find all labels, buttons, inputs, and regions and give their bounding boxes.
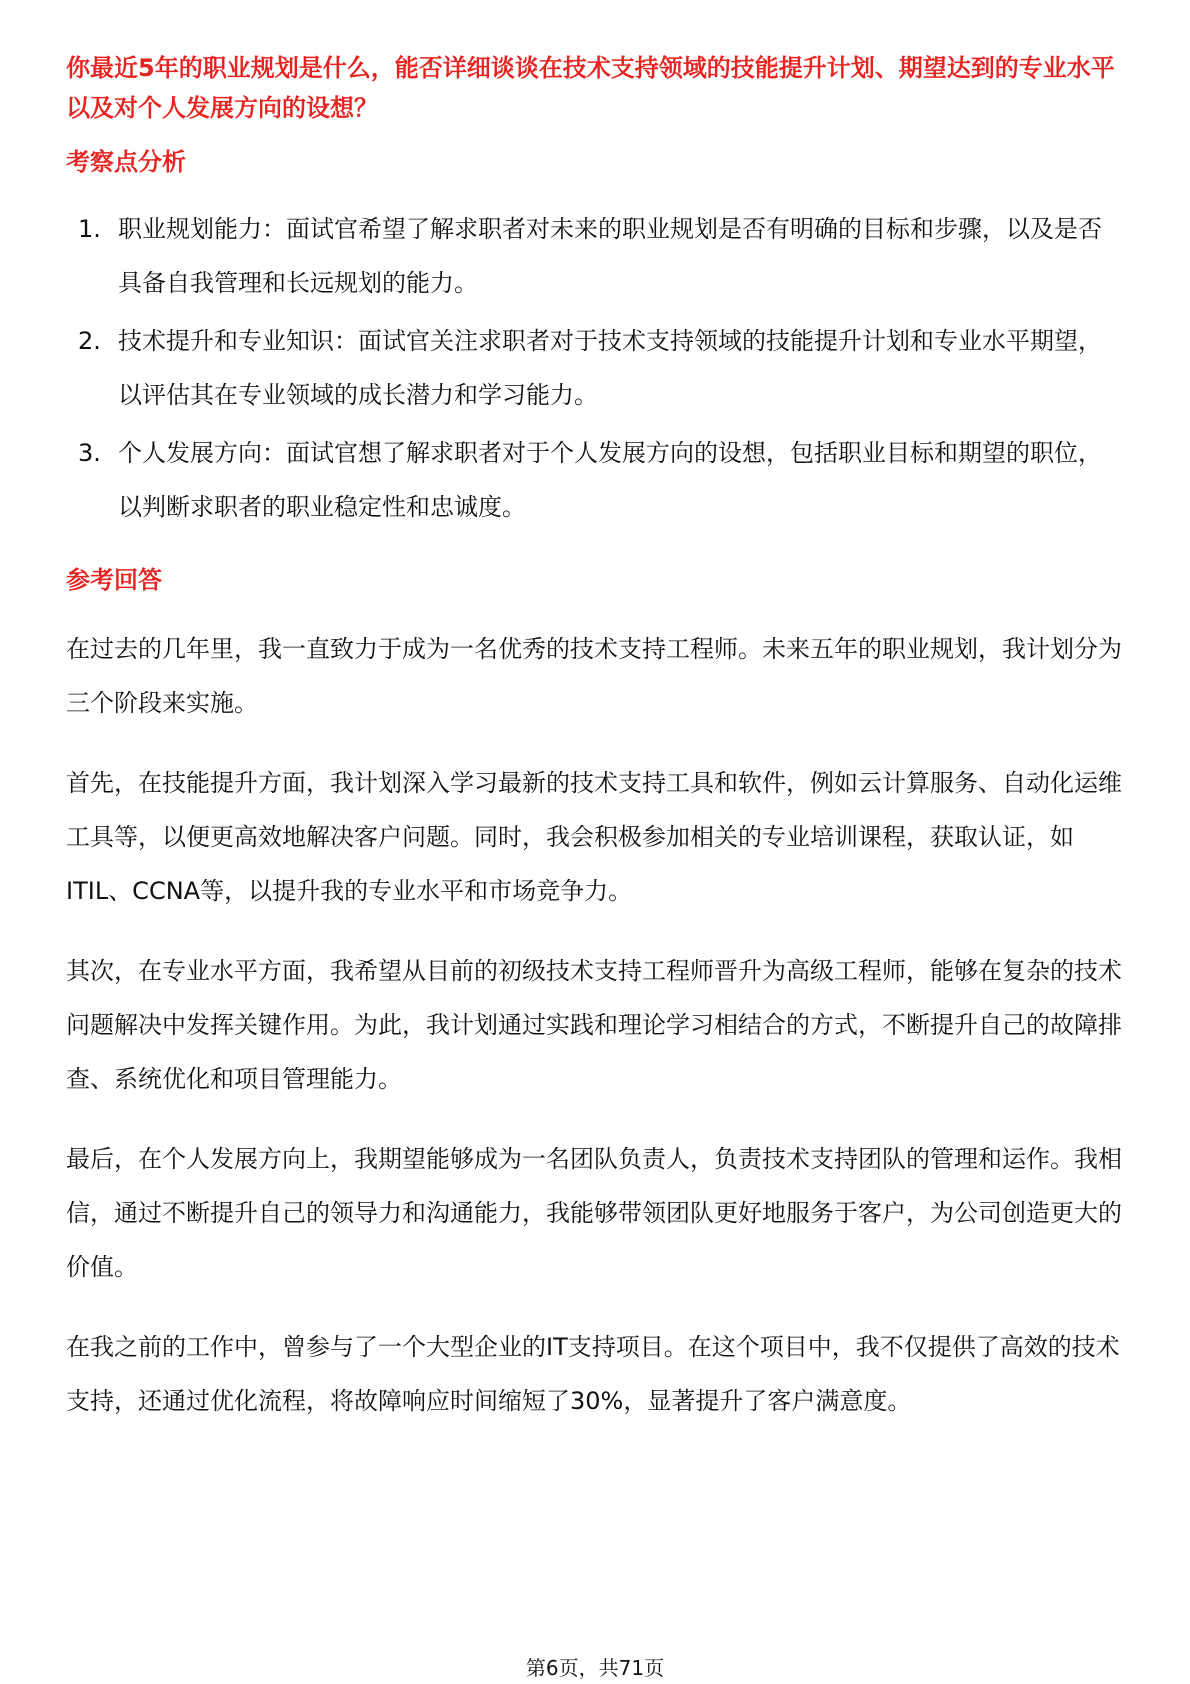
analysis-heading: 考察点分析 [66,148,186,176]
page-number-label: 第6页，共71页 [525,1656,665,1680]
list-item [66,426,1124,534]
answer-paragraph: 其次，在专业水平方面，我希望从目前的初级技术支持工程师晋升为高级工程师，能够在复杂的技术问题解决中发挥关键作用。为此，我计划通过实践和理论学习相结合的方式，不断提升自己的故障排查、系统优化和项目管理能力。 [66,957,1122,1093]
question-title: 你最近5年的职业规划是什么，能否详细谈谈在技术支持领域的技能提升计划、期望达到的专业水平以及对个人发展方向的设想？ [66,54,1115,122]
answer-paragraph: 最后，在个人发展方向上，我期望能够成为一名团队负责人，负责技术支持团队的管理和运作。我相信，通过不断提升自己的领导力和沟通能力，我能够带领团队更好地服务于客户，为公司创造更大的价值。 [66,1145,1122,1281]
answer-paragraph: 在我之前的工作中，曾参与了一个大型企业的IT支持项目。在这个项目中，我不仅提供了高效的技术支持，还通过优化流程，将故障响应时间缩短了30%，显著提升了客户满意度。 [66,1333,1120,1415]
answer-paragraph: 首先，在技能提升方面，我计划深入学习最新的技术支持工具和软件，例如云计算服务、自动化运维工具等，以便更高效地解决客户问题。同时，我会积极参加相关的专业培训课程，获取认证，如ITIL、CCNA等，以提升我的专业水平和市场竞争力。 [66,769,1122,905]
list-item-text: 职业规划能力：面试官希望了解求职者对未来的职业规划是否有明确的目标和步骤，以及是否具备自我管理和长远规划的能力。 [118,215,1102,297]
list-item [66,314,1124,422]
list-item [66,202,1124,310]
page-footer [0,1656,1190,1680]
list-item-number: 1. [78,215,101,243]
answer-heading: 参考回答 [66,566,162,594]
list-item-text: 技术提升和专业知识：面试官关注求职者对于技术支持领域的技能提升计划和专业水平期望，以评估其在专业领域的成长潜力和学习能力。 [118,327,1102,409]
analysis-list [66,202,1124,534]
document-page [66,48,1124,1428]
list-item-number: 3. [78,439,101,467]
list-item-number: 2. [78,327,101,355]
answer-paragraph: 在过去的几年里，我一直致力于成为一名优秀的技术支持工程师。未来五年的职业规划，我计划分为三个阶段来实施。 [66,635,1122,717]
list-item-text: 个人发展方向：面试官想了解求职者对于个人发展方向的设想，包括职业目标和期望的职位，以判断求职者的职业稳定性和忠诚度。 [118,439,1102,521]
